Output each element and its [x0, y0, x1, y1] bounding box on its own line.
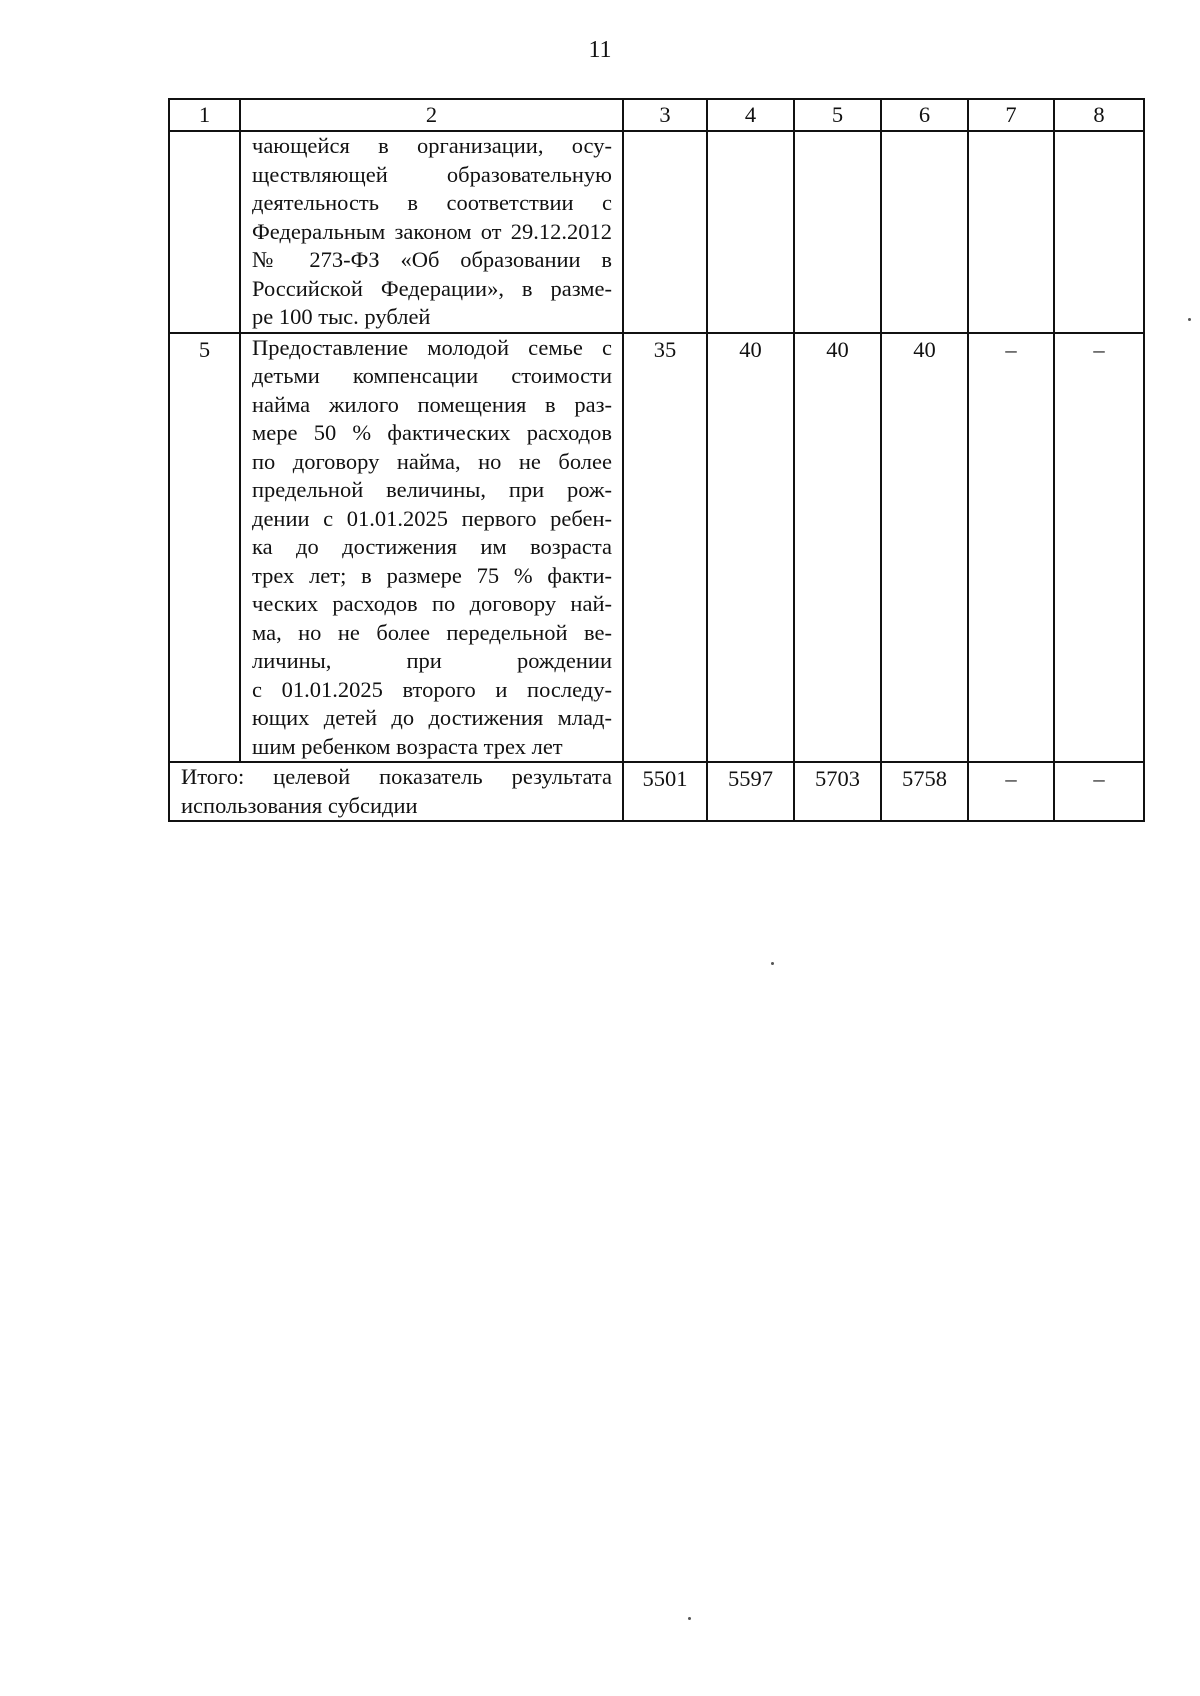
column-header: 6 [881, 99, 968, 131]
column-header: 7 [968, 99, 1054, 131]
description-line: № 273-ФЗ «Об образовании в [252, 247, 612, 272]
description-line: шим ребенком возраста трех лет [252, 733, 563, 759]
measure-description-cell [240, 333, 623, 763]
value-cell: – [1054, 333, 1144, 763]
description-line: найма жилого помещения в раз- [252, 391, 612, 417]
description-line: ществляющей образовательную [252, 161, 612, 187]
value-cell: 40 [794, 333, 881, 763]
value-cell: 35 [623, 333, 707, 763]
description-line: Предоставление молодой семье с [252, 334, 612, 360]
row-number-cell: 5 [169, 333, 240, 763]
total-value-cell: – [968, 762, 1054, 821]
description-line: ческих расходов по договору най- [252, 591, 612, 616]
value-cell [881, 131, 968, 333]
value-cell [623, 131, 707, 333]
column-header: 5 [794, 99, 881, 131]
description-line: предельной величины, при рож- [252, 477, 612, 502]
column-header: 4 [707, 99, 794, 131]
value-cell: 40 [881, 333, 968, 763]
total-value-cell: 5597 [707, 762, 794, 821]
column-header: 2 [240, 99, 623, 131]
description-line: детьми компенсации стоимости [252, 363, 612, 388]
measure-description-cell [240, 131, 623, 333]
value-cell: – [968, 333, 1054, 763]
column-header: 8 [1054, 99, 1144, 131]
total-label-line: использования субсидии [181, 792, 418, 818]
description-line: дении с 01.01.2025 первого ребен- [252, 505, 612, 531]
value-cell [707, 131, 794, 333]
description-line: Федеральным законом от 29.12.2012 [252, 218, 612, 244]
scan-speck [1188, 318, 1191, 321]
description-line: деятельность в соответствии с [252, 190, 612, 215]
description-line: трех лет; в размере 75 % факти- [252, 562, 612, 588]
table-row [169, 131, 1144, 333]
description-line: чающейся в организации, осу- [252, 133, 612, 158]
scan-speck [688, 1617, 691, 1620]
description-line: по договору найма, но не более [252, 448, 612, 474]
description-line: личины, при рождении [252, 648, 612, 673]
description-line: ющих детей до достижения млад- [252, 705, 612, 730]
column-header: 3 [623, 99, 707, 131]
indicator-table [168, 98, 1145, 822]
total-value-cell: 5758 [881, 762, 968, 821]
table-row [169, 333, 1144, 763]
description-line: ка до достижения им возраста [252, 534, 612, 559]
total-label-line: Итого: целевой показатель результата [181, 764, 612, 789]
total-value-cell: 5703 [794, 762, 881, 821]
description-line: ре 100 тыс. рублей [252, 304, 431, 329]
total-label-cell [169, 762, 623, 821]
value-cell: 40 [707, 333, 794, 763]
column-number-row [169, 99, 1144, 131]
row-number-cell [169, 131, 240, 333]
total-value-cell: 5501 [623, 762, 707, 821]
total-row [169, 762, 1144, 821]
value-cell [1054, 131, 1144, 333]
description-line: мере 50 % фактических расходов [252, 420, 612, 445]
description-line: Российской Федерации», в разме- [252, 275, 612, 301]
page-number: 11 [588, 37, 612, 63]
column-header: 1 [169, 99, 240, 131]
description-line: ма, но не более передельной ве- [252, 619, 612, 645]
total-value-cell: – [1054, 762, 1144, 821]
description-line: с 01.01.2025 второго и последу- [252, 676, 612, 702]
scan-speck [771, 962, 774, 965]
value-cell [968, 131, 1054, 333]
value-cell [794, 131, 881, 333]
